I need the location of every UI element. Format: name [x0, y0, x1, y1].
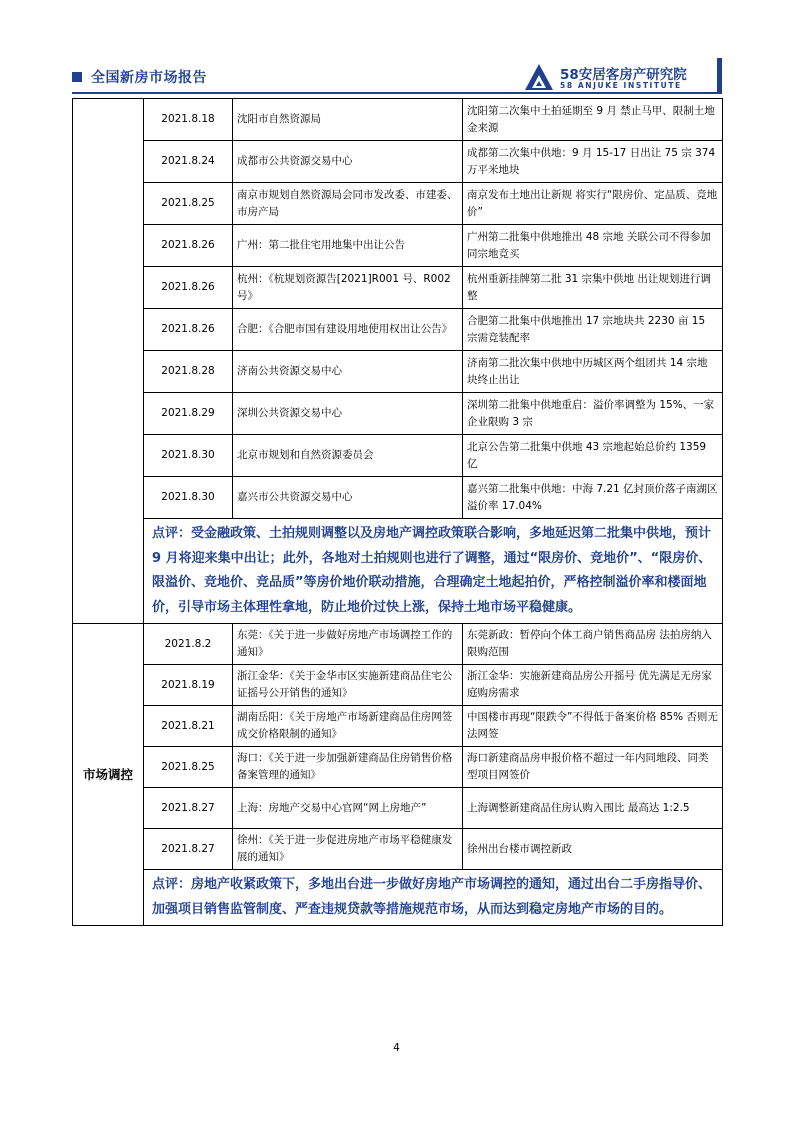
source-cell: 深圳公共资源交易中心: [233, 393, 463, 435]
date-cell: 2021.8.21: [144, 706, 233, 747]
date-cell: 2021.8.28: [144, 351, 233, 393]
source-cell: 南京市规划自然资源局会同市发改委、市建委、市房产局: [233, 183, 463, 225]
institute-name: 58安居客房产研究院: [560, 67, 687, 83]
source-cell: 沈阳市自然资源局: [233, 99, 463, 141]
comment-row: [73, 870, 723, 926]
event-cell: 济南第二批次集中供地中历城区两个组团共 14 宗地块终止出让: [463, 351, 723, 393]
anjuke-logo-icon: [524, 62, 554, 92]
source-cell: 海口：《关于进一步加强新建商品住房销售价格备案管理的通知》: [233, 747, 463, 788]
report-title: 全国新房市场报告: [91, 70, 207, 86]
event-cell: 嘉兴第二批集中供地：中海 7.21 亿封顶价落子南湖区 溢价率 17.04%: [463, 477, 723, 519]
table-row: [73, 309, 723, 351]
date-cell: 2021.8.25: [144, 183, 233, 225]
source-cell: 合肥：《合肥市国有建设用地使用权出让公告》: [233, 309, 463, 351]
event-cell: 东莞新政：暂停向个体工商户销售商品房 法拍房纳入限购范围: [463, 624, 723, 665]
category-cell: 市场调控: [73, 624, 144, 926]
policy-table: [72, 98, 723, 926]
table-row: [73, 788, 723, 829]
event-cell: 中国楼市再现“限跌令”不得低于备案价格 85% 否则无法网签: [463, 706, 723, 747]
source-cell: 东莞：《关于进一步做好房地产市场调控工作的通知》: [233, 624, 463, 665]
date-cell: 2021.8.18: [144, 99, 233, 141]
source-cell: 浙江金华：《关于金华市区实施新建商品住宅公证摇号公开销售的通知》: [233, 665, 463, 706]
date-cell: 2021.8.30: [144, 435, 233, 477]
institute-name-en: 58 ANJUKE INSTITUTE: [560, 81, 682, 90]
source-cell: 济南公共资源交易中心: [233, 351, 463, 393]
header-square-icon: [72, 72, 82, 82]
event-cell: 浙江金华：实施新建商品房公开摇号 优先满足无房家庭购房需求: [463, 665, 723, 706]
date-cell: 2021.8.2: [144, 624, 233, 665]
source-cell: 徐州：《关于进一步促进房地产市场平稳健康发展的通知》: [233, 829, 463, 870]
table-row: [73, 183, 723, 225]
table-row: [73, 393, 723, 435]
category-cell: [73, 99, 144, 624]
event-cell: 杭州重新挂牌第二批 31 宗集中供地 出让规划进行调整: [463, 267, 723, 309]
event-cell: 海口新建商品房申报价格不超过一年内同地段、同类型项目网签价: [463, 747, 723, 788]
event-cell: 徐州出台楼市调控新政: [463, 829, 723, 870]
date-cell: 2021.8.19: [144, 665, 233, 706]
event-cell: 南京发布土地出让新规 将实行“限房价、定品质、竞地价”: [463, 183, 723, 225]
event-cell: 广州第二批集中供地推出 48 宗地 关联公司不得参加同宗地竞买: [463, 225, 723, 267]
date-cell: 2021.8.26: [144, 309, 233, 351]
date-cell: 2021.8.24: [144, 141, 233, 183]
event-cell: 深圳第二批集中供地重启：溢价率调整为 15%、一家企业限购 3 宗: [463, 393, 723, 435]
date-cell: 2021.8.29: [144, 393, 233, 435]
date-cell: 2021.8.25: [144, 747, 233, 788]
table-row: [73, 141, 723, 183]
comment-cell: 点评：房地产收紧政策下，多地出台进一步做好房地产市场调控的通知，通过出台二手房指导价、加强项目销售监管制度、严查违规贷款等措施规范市场，从而达到稳定房地产市场的目的。: [144, 870, 723, 926]
date-cell: 2021.8.27: [144, 829, 233, 870]
source-cell: 成都市公共资源交易中心: [233, 141, 463, 183]
source-cell: 嘉兴市公共资源交易中心: [233, 477, 463, 519]
event-cell: 北京公告第二批集中供地 43 宗地起始总价约 1359 亿: [463, 435, 723, 477]
table-row: [73, 351, 723, 393]
table-row: [73, 99, 723, 141]
event-cell: 成都第二次集中供地：9 月 15-17 日出让 75 宗 374 万平米地块: [463, 141, 723, 183]
comment-cell: 点评：受金融政策、土拍规则调整以及房地产调控政策联合影响，多地延迟第二批集中供地，预计 9 月将迎来集中出让；此外，各地对土拍规则也进行了调整，通过“限房价、竞地价”、“限房价、限溢价、竞地价、竞品质”等房价地价联动措施，合理确定土地起拍价，严格控制溢价率和楼面地价，引导市场主体理性拿地，防止地价过快上涨，保持土地市场平稳健康。: [144, 519, 723, 624]
source-cell: 杭州：《杭规划资源告[2021]R001 号、R002 号》: [233, 267, 463, 309]
page-number: 4: [393, 1042, 400, 1054]
date-cell: 2021.8.27: [144, 788, 233, 829]
event-cell: 上海调整新建商品住房认购入围比 最高达 1:2.5: [463, 788, 723, 829]
date-cell: 2021.8.30: [144, 477, 233, 519]
source-cell: 湖南岳阳：《关于房地产市场新建商品住房网签成交价格限制的通知》: [233, 706, 463, 747]
source-cell: 北京市规划和自然资源委员会: [233, 435, 463, 477]
event-cell: 合肥第二批集中供地推出 17 宗地块共 2230 亩 15 宗需竞装配率: [463, 309, 723, 351]
date-cell: 2021.8.26: [144, 267, 233, 309]
header-rule: [72, 92, 722, 94]
table-row: [73, 477, 723, 519]
table-row: [73, 225, 723, 267]
table-row: [73, 267, 723, 309]
header-accent-bar: [717, 58, 722, 92]
source-cell: 上海：房地产交易中心官网“网上房地产”: [233, 788, 463, 829]
table-row: [73, 706, 723, 747]
table-row: [73, 435, 723, 477]
event-cell: 沈阳第二次集中土拍延期至 9 月 禁止马甲、限制土地金来源: [463, 99, 723, 141]
source-cell: 广州：第二批住宅用地集中出让公告: [233, 225, 463, 267]
table-row: [73, 624, 723, 665]
table-row: [73, 829, 723, 870]
date-cell: 2021.8.26: [144, 225, 233, 267]
table-row: [73, 747, 723, 788]
comment-row: [73, 519, 723, 624]
table-row: [73, 665, 723, 706]
